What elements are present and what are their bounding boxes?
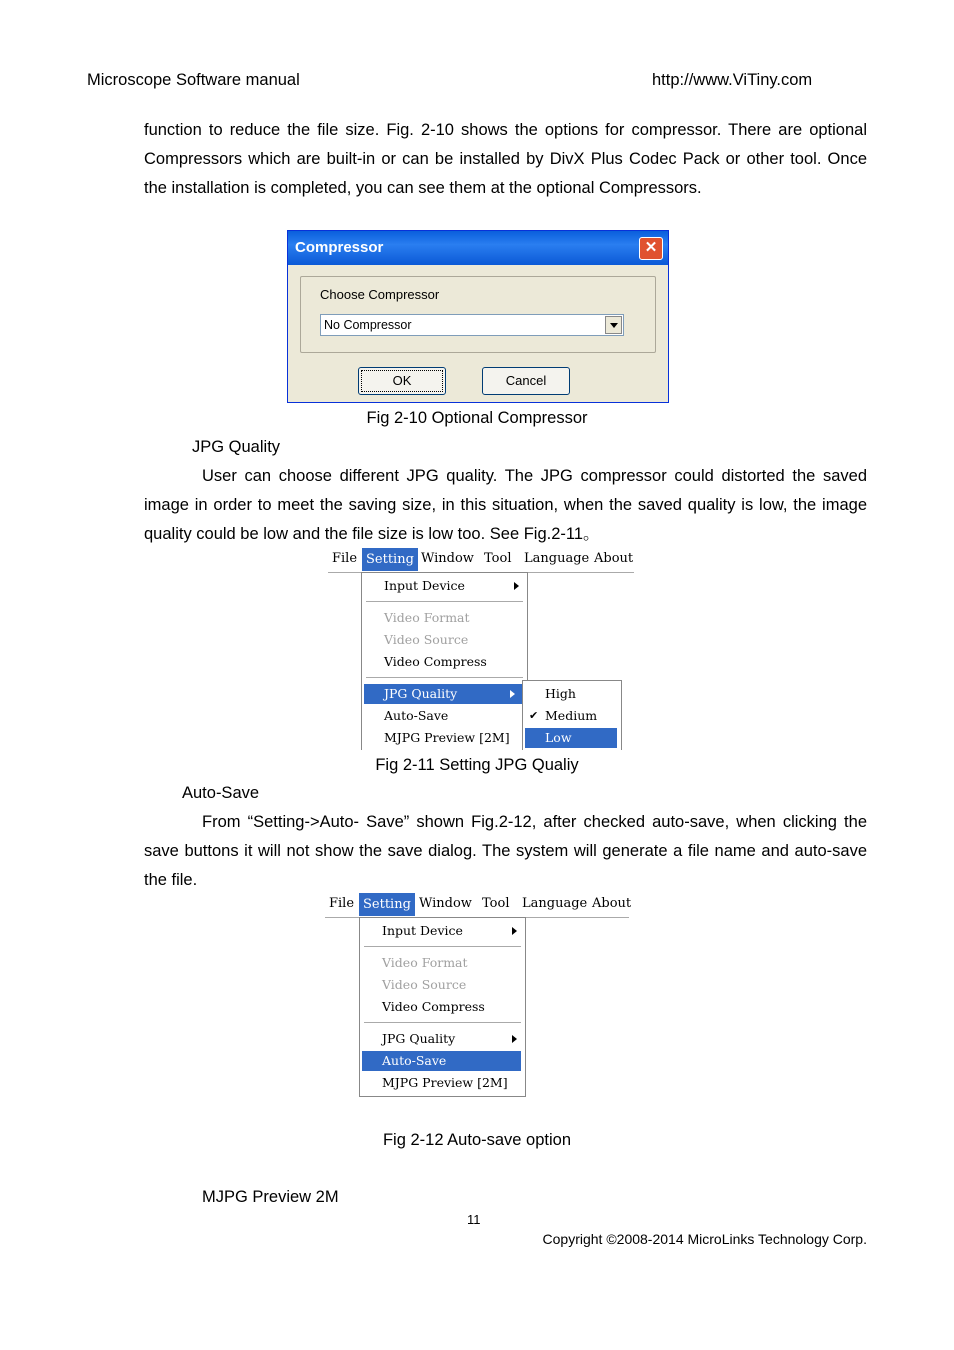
menu-setting[interactable]: Setting xyxy=(359,893,415,916)
jpg-quality-submenu xyxy=(522,680,622,750)
dialog-titlebar xyxy=(288,231,668,265)
menu-item-video-compress[interactable]: Video Compress xyxy=(382,999,485,1014)
setting-dropdown-fig-2-11 xyxy=(361,572,528,750)
compressor-select[interactable] xyxy=(320,314,624,336)
menu-tool[interactable]: Tool xyxy=(484,551,512,566)
choose-compressor-group xyxy=(300,276,656,353)
menu-language[interactable]: Language xyxy=(522,896,588,911)
menu-item-auto-save[interactable]: Auto-Save xyxy=(362,1051,521,1071)
menu-item-video-source: Video Source xyxy=(382,977,467,992)
chevron-right-icon xyxy=(510,690,515,698)
menu-setting[interactable]: Setting xyxy=(362,548,418,571)
menu-window[interactable]: Window xyxy=(419,896,472,911)
menu-item-input-device[interactable]: Input Device xyxy=(360,921,525,941)
menu-item-high[interactable]: High xyxy=(545,686,576,701)
menu-item-jpg-quality[interactable]: JPG Quality xyxy=(360,1029,525,1049)
chevron-right-icon xyxy=(514,582,519,590)
header-url: http://www.ViTiny.com xyxy=(652,71,813,89)
menu-language[interactable]: Language xyxy=(524,551,590,566)
menu-item-video-compress[interactable]: Video Compress xyxy=(384,654,487,669)
menu-file[interactable]: File xyxy=(329,896,355,911)
menu-item-video-source: Video Source xyxy=(384,632,469,647)
setting-dropdown-fig-2-12 xyxy=(359,917,526,1097)
auto-save-heading: Auto-Save xyxy=(182,784,260,802)
chevron-down-icon[interactable] xyxy=(605,316,622,334)
menu-item-input-device[interactable]: Input Device xyxy=(362,576,527,596)
compressor-dialog xyxy=(287,230,669,403)
menu-bar-fig-2-11 xyxy=(328,548,634,573)
menu-item-medium[interactable]: ✔ Medium xyxy=(523,706,621,726)
menu-bar-fig-2-12 xyxy=(325,893,632,918)
jpg-quality-heading: JPG Quality xyxy=(192,438,281,456)
menu-item-video-format: Video Format xyxy=(382,955,468,970)
page-number: 11 xyxy=(467,1212,481,1227)
menu-separator xyxy=(366,601,523,602)
menu-window[interactable]: Window xyxy=(421,551,474,566)
menu-file[interactable]: File xyxy=(332,551,358,566)
menu-tool[interactable]: Tool xyxy=(482,896,510,911)
compressor-select-value: No Compressor xyxy=(324,318,412,332)
dialog-title: Compressor xyxy=(295,239,384,256)
chevron-right-icon xyxy=(512,927,517,935)
fig-2-11-caption: Fig 2-11 Setting JPG Qualiy xyxy=(375,756,579,774)
intro-paragraph: function to reduce the file size. Fig. 2-10 shows the options for compressor. There are optional Compressors which are built-in or can be installed by DivX Plus Codec Pack or other tool. Once the installation is completed, you can see them at the optional Compressors. xyxy=(144,121,867,197)
ok-button[interactable]: OK xyxy=(358,367,446,395)
mjpg-preview-heading: MJPG Preview 2M xyxy=(202,1188,339,1206)
menu-item-video-format: Video Format xyxy=(384,610,470,625)
menu-item-jpg-quality[interactable]: JPG Quality xyxy=(364,684,523,704)
menu-about[interactable]: About xyxy=(592,896,632,911)
menu-item-mjpg-preview[interactable]: MJPG Preview [2M] xyxy=(382,1075,508,1090)
header-title: Microscope Software manual xyxy=(87,71,300,89)
close-icon[interactable]: ✕ xyxy=(639,237,663,260)
jpg-quality-paragraph: User can choose different JPG quality. The JPG compressor could distorted the saved image in order to meet the saving size, in this situation, when the saved quality is low, the image quality could be low and the file size is low too. See Fig.2-11。 xyxy=(144,467,867,543)
menu-separator xyxy=(366,677,523,678)
menu-separator xyxy=(364,1022,521,1023)
fig-2-12-caption: Fig 2-12 Auto-save option xyxy=(382,1131,572,1149)
cancel-button[interactable]: Cancel xyxy=(482,367,570,395)
chevron-right-icon xyxy=(512,1035,517,1043)
auto-save-paragraph: From “Setting->Auto- Save” shown Fig.2-12, after checked auto-save, when clicking the save buttons it will not show the save dialog. The system will generate a file name and auto-save the file. xyxy=(144,813,867,889)
menu-about[interactable]: About xyxy=(594,551,634,566)
menu-item-auto-save[interactable]: Auto-Save xyxy=(384,708,449,723)
fig-2-10-caption: Fig 2-10 Optional Compressor xyxy=(366,409,588,427)
check-icon: ✔ xyxy=(529,709,539,722)
choose-compressor-label: Choose Compressor xyxy=(320,287,440,302)
copyright: Copyright ©2008-2014 MicroLinks Technology Corp. xyxy=(542,1231,867,1247)
menu-item-mjpg-preview[interactable]: MJPG Preview [2M] xyxy=(384,730,510,745)
menu-separator xyxy=(364,946,521,947)
menu-item-low[interactable]: Low xyxy=(525,728,617,748)
